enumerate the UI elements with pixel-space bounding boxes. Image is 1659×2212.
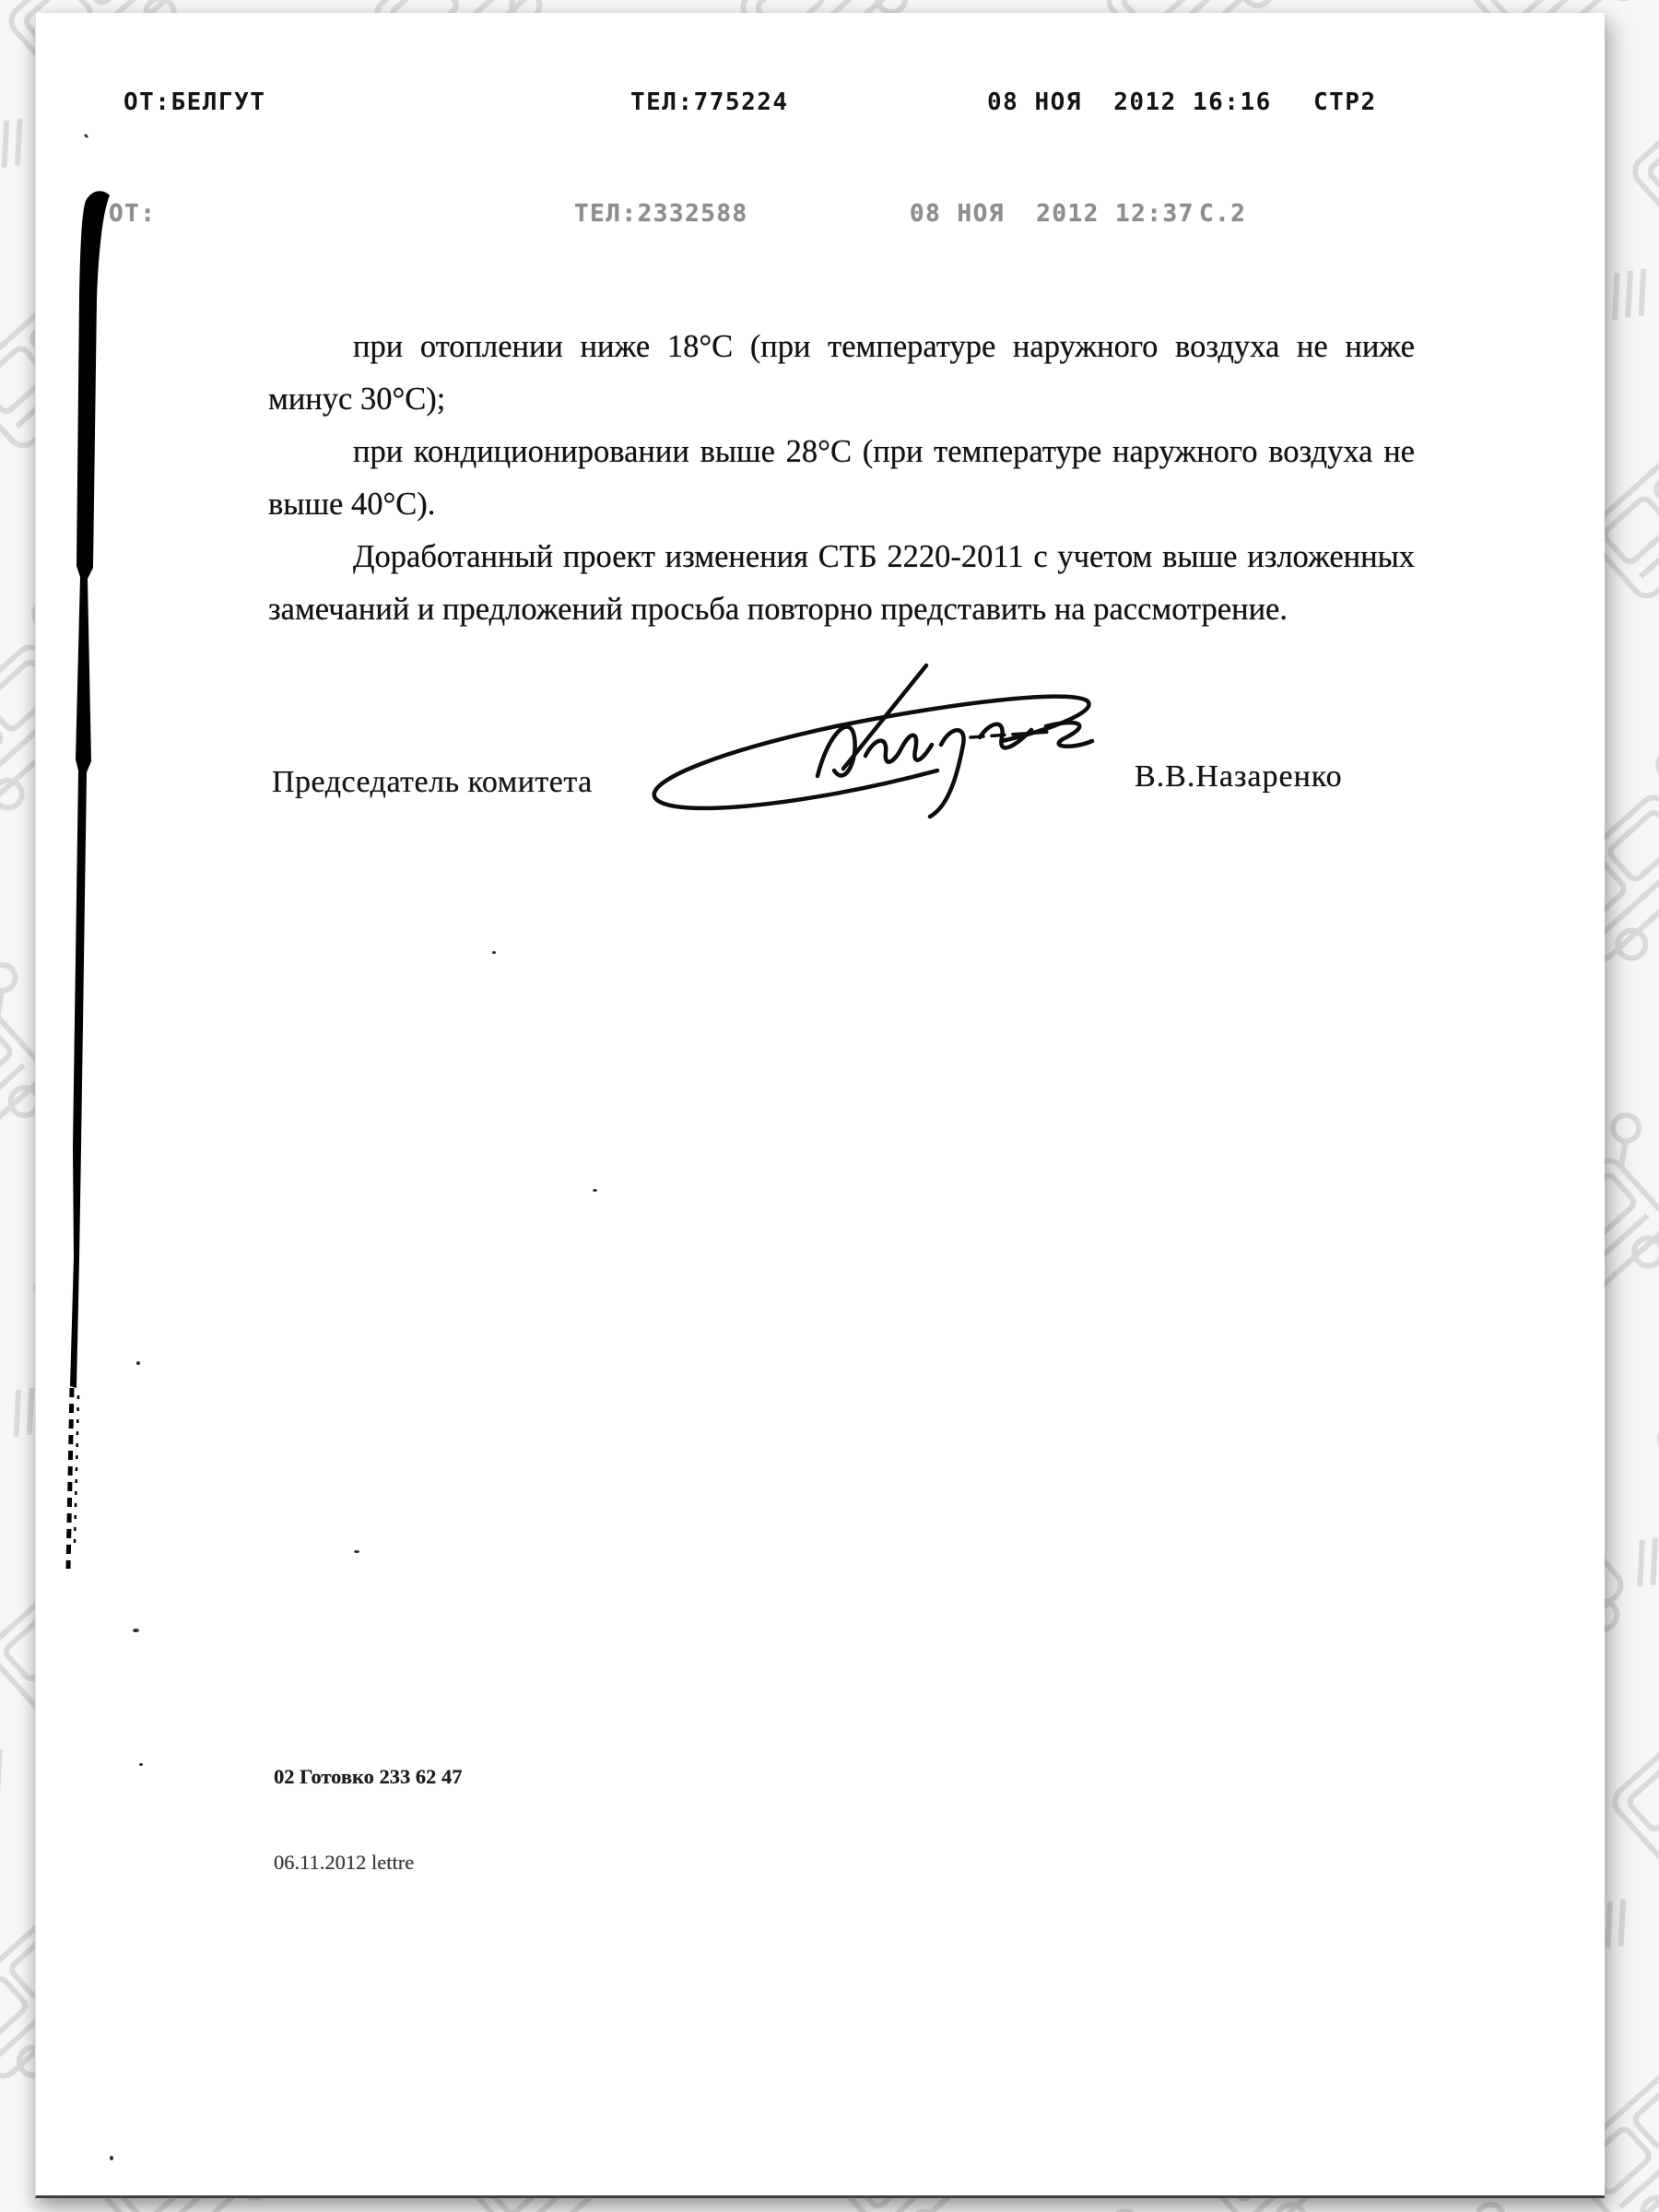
footer-block [274, 1705, 463, 1934]
fax-tel-2: ТЕЛ:2332588 [574, 200, 748, 228]
body-paragraph-1: при отоплении ниже 18°С (при температуре наружного воздуха не ниже минус 30°С); [268, 329, 1415, 417]
body-paragraph-3: Доработанный проект изменения СТБ 2220-2011 с учетом выше изложенных замечаний и предложений просьба повторно представить на рассмотрение. [268, 539, 1415, 627]
scan-speckle [133, 1629, 139, 1632]
fax-datetime-2: 08 НОЯ 2012 12:37 [910, 200, 1194, 228]
footer-contact-line: 02 Готовко 233 62 47 [274, 1765, 463, 1788]
signature-name: В.В.Назаренко [1135, 759, 1343, 794]
fax-datetime-1: 08 НОЯ 2012 16:16 [987, 88, 1272, 116]
scan-speckle [84, 134, 89, 139]
fax-page-1: СТР2 [1313, 88, 1377, 116]
scan-speckle [354, 1550, 359, 1553]
scan-artifact-streak [56, 188, 112, 1580]
scan-speckle [492, 951, 496, 954]
scan-speckle [110, 2156, 113, 2160]
signature-image [633, 660, 1131, 835]
fax-tel-1: ТЕЛ:775224 [630, 88, 789, 116]
fax-from-2: ОТ: [109, 200, 157, 228]
fax-from-1: ОТ:БЕЛГУТ [124, 88, 266, 116]
footer-date-line: 06.11.2012 lettre [274, 1851, 415, 1874]
body-paragraph-2: при кондиционировании выше 28°С (при температуре наружного воздуха не выше 40°С). [268, 434, 1415, 522]
document-page [35, 13, 1605, 2198]
letter-body [268, 321, 1415, 636]
scan-speckle [593, 1189, 597, 1192]
scan-speckle [136, 1361, 140, 1365]
fax-page-2: С.2 [1199, 200, 1247, 228]
signature-title: Председатель комитета [272, 765, 593, 799]
scan-speckle [139, 1763, 143, 1766]
